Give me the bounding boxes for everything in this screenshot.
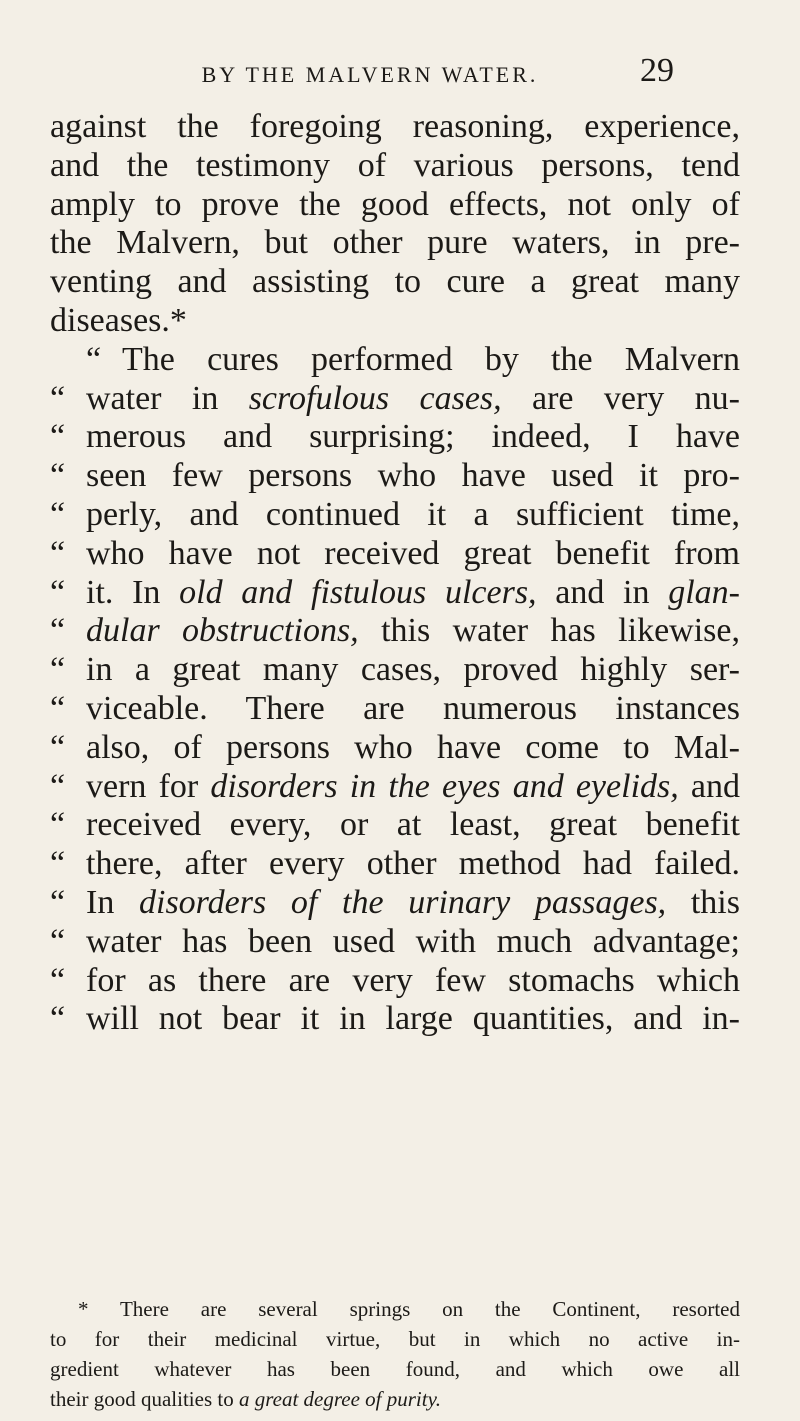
footnote-text: their good qualities to [50,1387,239,1411]
line-text: perly, and continued it a sufficient time, [86,495,740,533]
line-text: will not bear it in large quantities, and in- [86,1000,740,1038]
running-head-title: BY THE MALVERN WATER. [201,62,539,87]
text-line [50,1000,740,1039]
footnote-line: * There are several springs on the Continent, resorted [78,1297,740,1321]
text-line: amply to prove the good effects, not only of [50,185,740,223]
running-head [0,54,800,94]
line-text: this water has likewise, [358,612,740,650]
quote-mark: “ [50,495,66,533]
italic-text: disorders in the eyes and eyelids, [210,767,679,805]
italic-text: glan- [668,573,740,611]
italic-text: dular obstructions, [86,612,359,650]
quote-mark: “ [50,534,66,572]
text-line [50,884,740,923]
quote-mark: “ [86,340,102,378]
text-line: diseases.* [50,301,187,339]
line-text: merous and surprising; indeed, I have [86,418,740,456]
text-line [50,845,740,884]
line-text: vern for [86,767,211,805]
text-line [50,496,740,535]
text-line [50,341,740,380]
text-line: venting and assisting to cure a great many [50,263,740,301]
italic-text: disorders of the urinary passages, [139,883,667,921]
text-line [50,768,740,807]
text-line [50,962,740,1001]
line-text: it. In [86,573,180,611]
text-line [50,923,740,962]
quote-mark: “ [50,1000,66,1038]
quote-mark: “ [50,922,66,960]
text-line [50,729,740,768]
page-number: 29 [640,52,674,89]
line-text: there, after every other method had failed. [86,845,740,883]
text-line [50,457,740,496]
quote-mark: “ [50,457,66,495]
line-text: who have not received great benefit from [86,534,740,572]
line-text: this [666,883,740,921]
text-line [50,690,740,729]
line-text: in a great many cases, proved highly ser- [86,651,740,689]
quote-mark: “ [50,883,66,921]
footnote-italic-text: a great degree of purity. [238,1387,441,1411]
line-text: are very nu- [501,379,740,417]
italic-text: old and fistulous ulcers, [179,573,537,611]
text-line [50,418,740,457]
quote-mark: “ [50,651,66,689]
italic-text: scrofulous cases, [248,379,502,417]
text-line [50,535,740,574]
line-text: The cures performed by the Malvern [122,340,740,378]
footnote-line: to for their medicinal virtue, but in which no active in- [50,1327,740,1351]
footnote-line: gredient whatever has been found, and which owe all [50,1357,740,1381]
quote-mark: “ [50,767,66,805]
quote-mark: “ [50,961,66,999]
line-text: seen few persons who have used it pro- [86,457,740,495]
text-line: against the foregoing reasoning, experience, [50,108,740,145]
text-line [50,612,740,651]
quote-mark: “ [50,728,66,766]
text-line: and the testimony of various persons, tend [50,146,740,184]
line-text: water has been used with much advantage; [86,922,740,960]
quote-mark: “ [50,612,66,650]
quote-mark: “ [50,689,66,727]
text-line [50,651,740,690]
text-line [50,806,740,845]
footnote-line [50,1384,740,1414]
quote-mark: “ [50,379,66,417]
quote-mark: “ [50,573,66,611]
line-text: and [678,767,740,805]
line-text: received every, or at least, great benefit [86,806,740,844]
line-text: In [86,883,139,921]
line-text: and in [536,573,669,611]
body-text [50,108,740,1039]
quote-mark: “ [50,418,66,456]
quote-mark: “ [50,806,66,844]
line-text: for as there are very few stomachs which [86,961,740,999]
text-line: the Malvern, but other pure waters, in pre- [50,224,740,262]
quote-mark: “ [50,845,66,883]
footnote [50,1294,740,1414]
text-line [50,380,740,419]
line-text: water in [86,379,249,417]
line-text: also, of persons who have come to Mal- [86,728,740,766]
text-line [50,574,740,613]
line-text: viceable. There are numerous instances [86,689,740,727]
